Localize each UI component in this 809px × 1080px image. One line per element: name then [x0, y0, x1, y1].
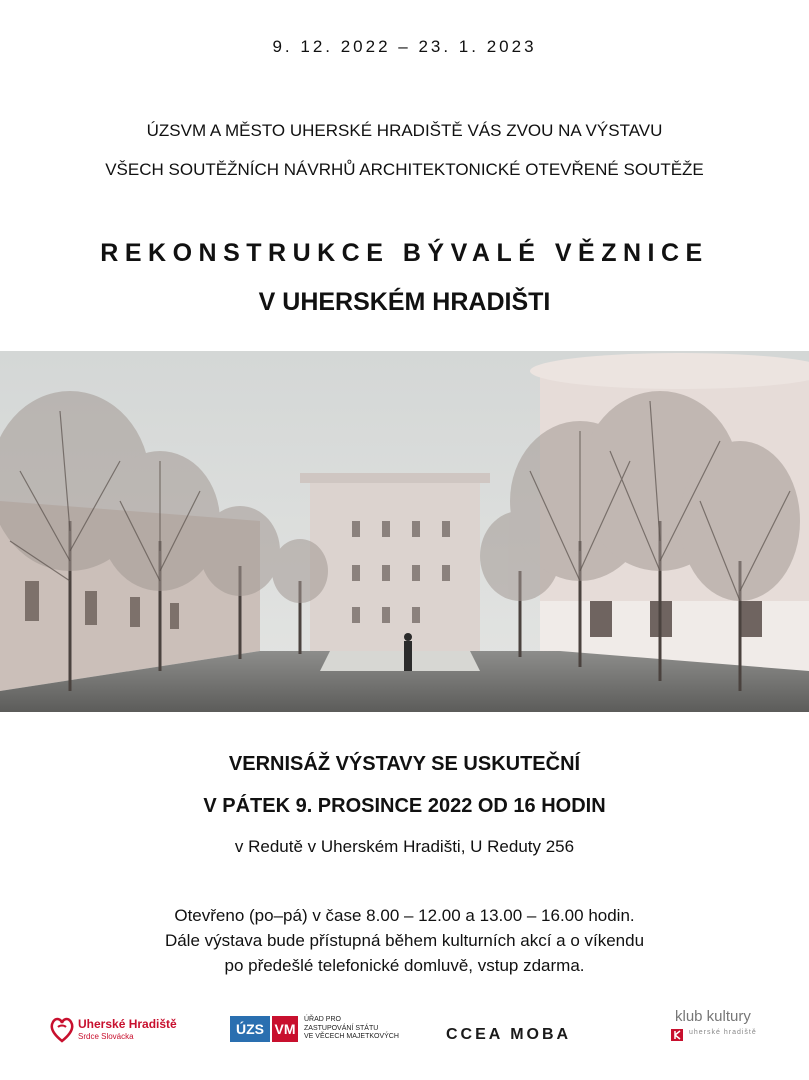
invitation-line-1: ÚZSVM A MĚSTO UHERSKÉ HRADIŠTĚ VÁS ZVOU NA VÝSTAVU — [146, 121, 663, 140]
venue-address: v Redutě v Uherském Hradišti, U Reduty 256 — [234, 837, 575, 856]
opening-hours: Otevřeno (po–pá) v čase 8.00 – 12.00 a 13.00 – 16.00 hodin. — [174, 906, 635, 925]
uh-logo-tagline: Srdce Slovácka — [78, 1032, 134, 1041]
uzsvm-logo-left: ÚZS — [230, 1016, 270, 1042]
ccea-moba-logo: CCEA MOBA — [446, 1026, 572, 1043]
exhibition-dates: 9. 12. 2022 – 23. 1. 2023 — [272, 37, 537, 56]
opening-heading-line-2: V PÁTEK 9. PROSINCE 2022 OD 16 HODIN — [203, 795, 606, 817]
uzsvm-logo-text — [304, 1016, 399, 1042]
uh-logo-name: Uherské Hradiště — [78, 1017, 177, 1031]
klub-kultury-mark-icon — [671, 1029, 683, 1041]
uzsvm-text-line-2: ZASTUPOVÁNÍ STÁTU — [304, 1024, 379, 1032]
heart-icon — [50, 1015, 74, 1043]
admission-note: po předešlé telefonické domluvě, vstup zdarma. — [224, 956, 585, 975]
klub-kultury-subtitle: uherské hradiště — [689, 1029, 757, 1036]
exhibition-title-line-2: V UHERSKÉM HRADIŠTI — [258, 288, 551, 316]
klub-kultury-logo — [665, 1008, 775, 1048]
architectural-visualization-image — [0, 351, 809, 712]
access-note: Dále výstava bude přístupná během kulturních akcí a o víkendu — [164, 931, 645, 950]
uzsvm-text-line-3: VE VĚCECH MAJETKOVÝCH — [304, 1033, 399, 1040]
uzsvm-logo — [230, 1016, 400, 1048]
uzsvm-logo-right: VM — [272, 1016, 298, 1042]
exhibition-title-line-1: REKONSTRUKCE BÝVALÉ VĚZNICE — [100, 239, 709, 267]
uzsvm-text-line-1: ÚŘAD PRO — [304, 1016, 341, 1023]
invitation-line-2: VŠECH SOUTĚŽNÍCH NÁVRHŮ ARCHITEKTONICKÉ OTEVŘENÉ SOUTĚŽE — [105, 160, 704, 179]
klub-kultury-name: klub kultury — [675, 1008, 751, 1025]
opening-heading-line-1: VERNISÁŽ VÝSTAVY SE USKUTEČNÍ — [228, 753, 581, 775]
uherske-hradiste-logo — [50, 1015, 210, 1047]
